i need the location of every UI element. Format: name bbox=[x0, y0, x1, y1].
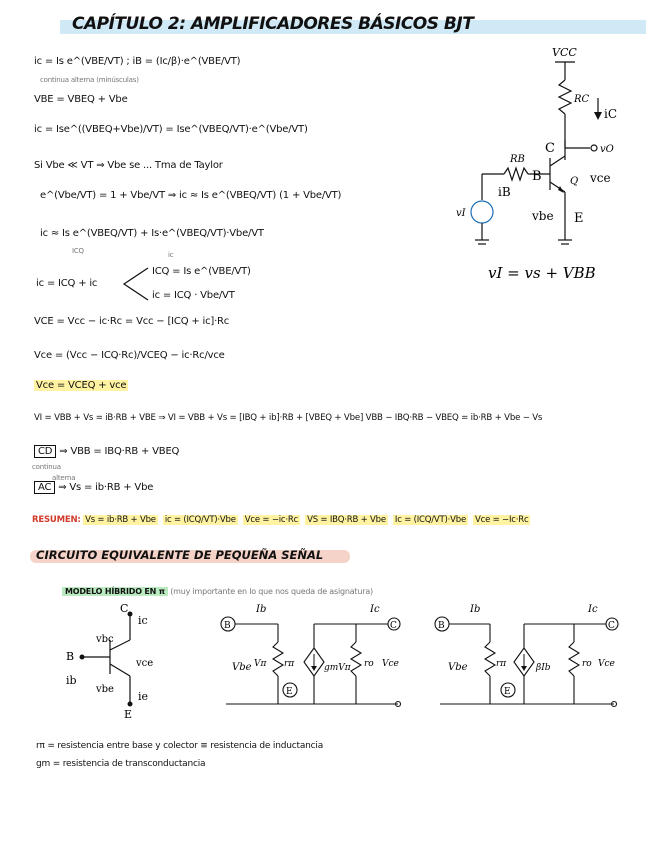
label-vi-equation: vI = vs + VBB bbox=[488, 264, 596, 282]
t-label-b: B bbox=[66, 650, 75, 663]
h1-label-ro: ro bbox=[364, 659, 374, 669]
ac-text: ⇒ Vs = ib·RB + Vbe bbox=[58, 482, 154, 493]
equation-vbe: VBE = VBEQ + Vbe bbox=[34, 94, 128, 105]
h2-label-beta: βIb bbox=[536, 663, 551, 673]
label-vcc: VCC bbox=[552, 46, 577, 59]
brace-split bbox=[120, 264, 150, 304]
resumen-item-5: Ic = (ICQ/VT)·Vbe bbox=[394, 515, 466, 525]
h2-label-b: B bbox=[438, 621, 445, 631]
resumen-item-3: Vce = −ic·Rc bbox=[244, 515, 299, 525]
h2-label-rpi: rπ bbox=[496, 659, 507, 669]
label-rc: RC bbox=[574, 94, 590, 105]
hybrid-pi-model-gm bbox=[218, 600, 414, 718]
h2-label-e: E bbox=[504, 687, 511, 697]
h2-label-c: C bbox=[608, 621, 615, 631]
resumen-row bbox=[32, 514, 530, 526]
dc-text: ⇒ VBB = IBQ·RB + VBEQ bbox=[59, 446, 180, 457]
highlight-vce: Vce = VCEQ + vce bbox=[36, 380, 127, 391]
equation-ic-ib: ic = Is e^(VBE/VT) ; iB = (Ic/β)·e^(VBE/VT) bbox=[34, 56, 241, 67]
modelo-row bbox=[62, 586, 373, 598]
h1-label-e: E bbox=[286, 687, 293, 697]
equation-vce: VCE = Vcc − ic·Rc = Vcc − [ICQ + ic]·Rc bbox=[34, 316, 230, 327]
label-c: C bbox=[545, 141, 555, 156]
h1-label-gm: gmVπ bbox=[324, 663, 351, 673]
label-ib: iB bbox=[498, 185, 511, 199]
equation-ic-expansion: ic = Ise^((VBEQ+Vbe)/VT) = Ise^(VBEQ/VT)·e^(Vbe/VT) bbox=[34, 124, 308, 135]
page-title: CAPÍTULO 2: AMPLIFICADORES BÁSICOS BJT bbox=[72, 14, 474, 34]
h1-label-vbe: Vbe bbox=[232, 662, 252, 673]
h1-label-b: B bbox=[224, 621, 231, 631]
equation-exp-approx: e^(Vbe/VT) = 1 + Vbe/VT ⇒ ic ≈ Is e^(VBEQ/VT) (1 + Vbe/VT) bbox=[40, 190, 342, 201]
h2-label-vbe: Vbe bbox=[448, 662, 468, 673]
h1-label-ib: Ib bbox=[256, 604, 267, 615]
modelo-label: MODELO HÍBRIDO EN π bbox=[62, 587, 168, 596]
equation-dc bbox=[34, 446, 179, 458]
h1-label-vce: Vce bbox=[382, 659, 399, 669]
t-label-ic: ic bbox=[138, 614, 148, 627]
resumen-label: RESUMEN: bbox=[32, 515, 81, 525]
dc-box: CD bbox=[34, 445, 56, 458]
equation-ic-def: ic = ICQ · Vbe/VT bbox=[152, 290, 235, 301]
hybrid-pi-model-beta bbox=[432, 600, 628, 718]
h2-label-vce: Vce bbox=[598, 659, 615, 669]
transistor-symbol bbox=[60, 600, 160, 720]
def-gm: gm = resistencia de transconductancia bbox=[36, 759, 206, 769]
resumen-item-2: ic = (ICQ/VT)·Vbe bbox=[164, 515, 236, 525]
t-label-vce: vce bbox=[136, 658, 154, 669]
equation-ic-approx: ic ≈ Is e^(VBEQ/VT) + Is·e^(VBEQ/VT)·Vbe/VT bbox=[40, 228, 264, 239]
equation-ac bbox=[34, 482, 153, 494]
h2-label-ic: Ic bbox=[588, 604, 598, 615]
label-rb: RB bbox=[510, 154, 525, 165]
note-continua-alterna: continua alterna (minúsculas) bbox=[40, 76, 139, 84]
t-label-e: E bbox=[124, 708, 133, 720]
def-rpi: rπ = resistencia entre base y colector ≡ resistencia de inductancia bbox=[36, 741, 324, 751]
section2-title: CIRCUITO EQUIVALENTE DE PEQUEÑA SEÑAL bbox=[36, 548, 324, 562]
h1-label-rpi: rπ bbox=[284, 659, 295, 669]
resumen-item-1: Vs = ib·RB + Vbe bbox=[85, 515, 156, 525]
note-icq: ICQ bbox=[72, 247, 84, 255]
note-alterna: alterna bbox=[52, 474, 76, 482]
label-e: E bbox=[574, 211, 584, 226]
modelo-note: (muy importante en lo que nos queda de asignatura) bbox=[170, 587, 373, 596]
t-label-ie: ie bbox=[138, 690, 149, 703]
h2-label-ib: Ib bbox=[470, 604, 481, 615]
ac-box: AC bbox=[34, 481, 55, 494]
equation-icq-def: ICQ = Is e^(VBE/VT) bbox=[152, 266, 251, 277]
ce-amplifier-circuit bbox=[440, 40, 630, 290]
label-vi: vI bbox=[456, 208, 466, 219]
equation-ic-sum: ic = ICQ + ic bbox=[36, 278, 98, 289]
label-b: B bbox=[532, 169, 542, 184]
t-label-vbe: vbe bbox=[96, 684, 114, 695]
label-vbe: vbe bbox=[532, 209, 554, 223]
label-vce: vce bbox=[590, 171, 611, 185]
label-ic: iC bbox=[604, 107, 618, 121]
equation-vce-split: Vce = (Vcc − ICQ·Rc)/VCEQ − ic·Rc/vce bbox=[34, 350, 225, 361]
h1-label-c: C bbox=[390, 621, 397, 631]
t-label-vbc: vbc bbox=[96, 634, 114, 645]
note-ic: ic bbox=[168, 251, 174, 259]
h2-label-ro: ro bbox=[582, 659, 592, 669]
equation-taylor: Si Vbe ≪ VT ⇒ Vbe se ... Tma de Taylor bbox=[34, 160, 223, 171]
resumen-item-6: Vce = −Ic·Rc bbox=[475, 515, 529, 525]
t-label-c: C bbox=[120, 602, 129, 615]
resumen-item-4: VS = IBQ·RB + Vbe bbox=[307, 515, 386, 525]
h1-label-ic: Ic bbox=[370, 604, 380, 615]
note-continua: continua bbox=[32, 463, 61, 471]
equation-vi: VI = VBB + Vs = iB·RB + VBE ⇒ VI = VBB + Vs = [IBQ + ib]·RB + [VBEQ + Vbe] VBB − IBQ·RB − VBEQ = ib·RB + Vbe − Vs bbox=[34, 413, 543, 423]
t-label-ib: ib bbox=[66, 674, 77, 687]
equation-vce-sum bbox=[34, 380, 128, 392]
label-q: Q bbox=[570, 176, 579, 187]
label-vo: vO bbox=[600, 144, 614, 155]
h1-label-vpi: Vπ bbox=[254, 659, 267, 669]
